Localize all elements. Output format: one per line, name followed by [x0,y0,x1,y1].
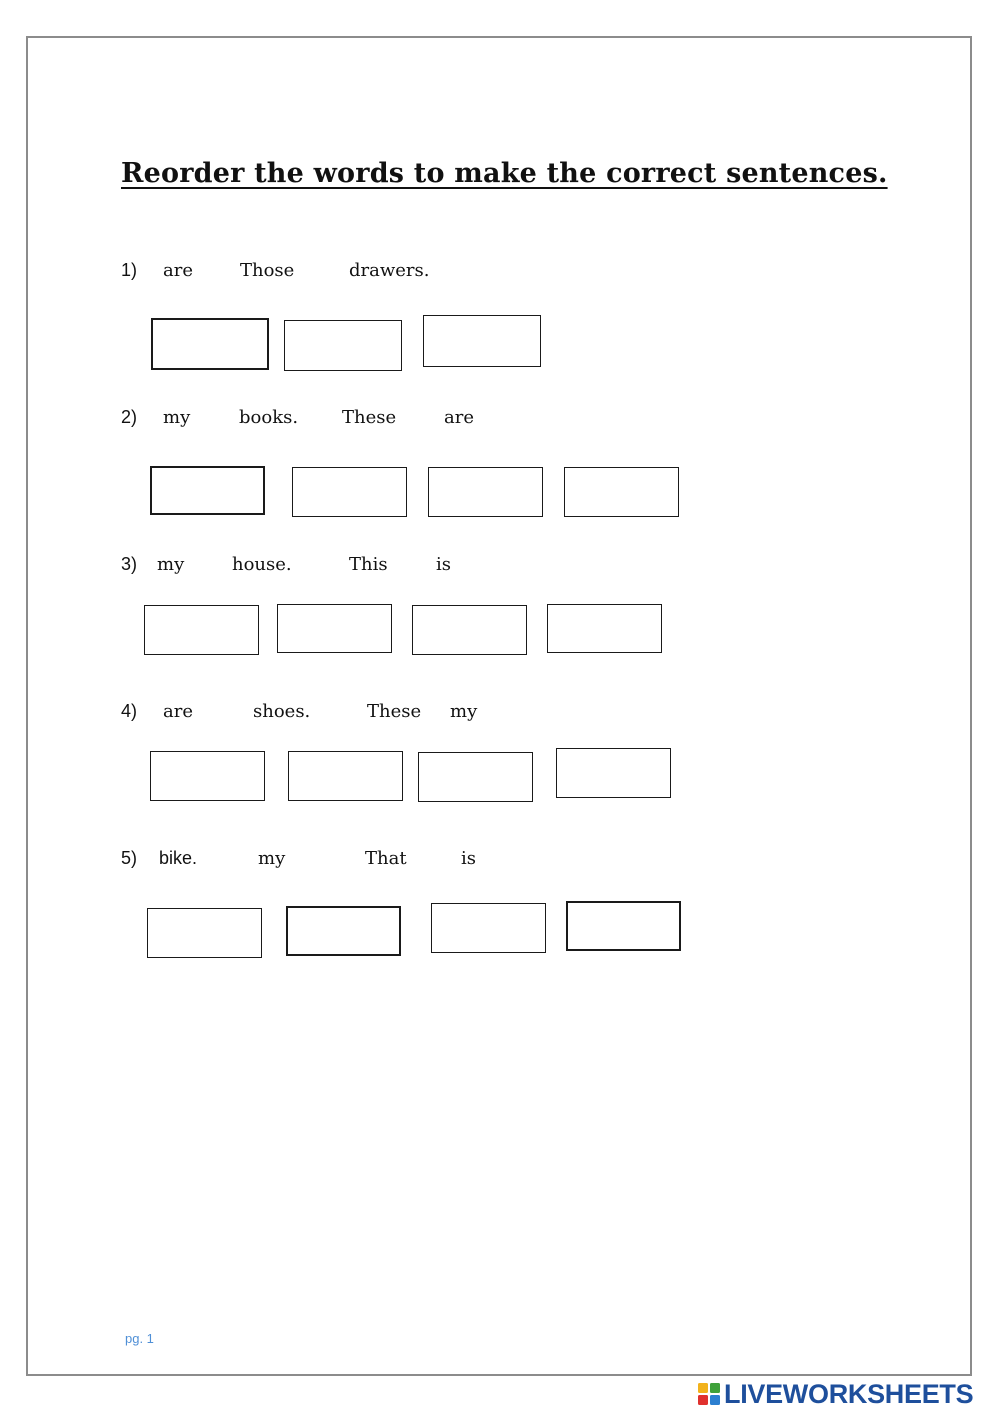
liveworksheets-brand[interactable] [697,1378,973,1410]
word-chip: my [163,407,191,428]
answer-box-4-3[interactable] [418,752,533,802]
answer-box-2-4[interactable] [564,467,679,517]
answer-box-5-2[interactable] [286,906,401,956]
word-chip: shoes. [253,701,311,722]
word-chip: my [450,701,478,722]
word-chip: is [461,848,476,869]
answer-box-2-2[interactable] [292,467,407,517]
answer-box-4-4[interactable] [556,748,671,798]
answer-box-5-1[interactable] [147,908,262,958]
word-chip: my [258,848,286,869]
word-chip: books. [239,407,299,428]
word-chip: Those [240,260,295,281]
word-chip: bike. [159,848,198,868]
word-chip: my [157,554,185,575]
answer-box-1-2[interactable] [284,320,402,371]
brand-name: LIVEWORKSHEETS [724,1378,974,1409]
page-number: pg. 1 [125,1331,154,1346]
word-chip: drawers. [349,260,430,281]
question-number: 4) [121,701,138,721]
answer-box-4-1[interactable] [150,751,265,801]
word-chip: are [163,260,193,281]
question-number: 3) [121,554,138,574]
answer-box-3-2[interactable] [277,604,392,653]
answer-box-3-1[interactable] [144,605,259,655]
word-chip: are [444,407,474,428]
word-chip: These [342,407,397,428]
answer-box-5-3[interactable] [431,903,546,953]
worksheet-title: Reorder the words to make the correct sentences. [121,158,888,189]
question-number: 5) [121,848,138,868]
answer-box-4-2[interactable] [288,751,403,801]
answer-box-5-4[interactable] [566,901,681,951]
word-chip: is [436,554,451,575]
answer-box-1-1[interactable] [151,318,269,370]
answer-box-2-3[interactable] [428,467,543,517]
liveworksheets-logo-icon [697,1382,721,1406]
question-number: 2) [121,407,138,427]
word-chip: house. [232,554,292,575]
word-chip: That [365,848,407,869]
answer-box-3-4[interactable] [547,604,662,653]
answer-box-2-1[interactable] [150,466,265,515]
answer-box-1-3[interactable] [423,315,541,367]
answer-box-3-3[interactable] [412,605,527,655]
word-chip: are [163,701,193,722]
word-chip: These [367,701,422,722]
word-chip: This [349,554,388,575]
question-number: 1) [121,260,138,280]
